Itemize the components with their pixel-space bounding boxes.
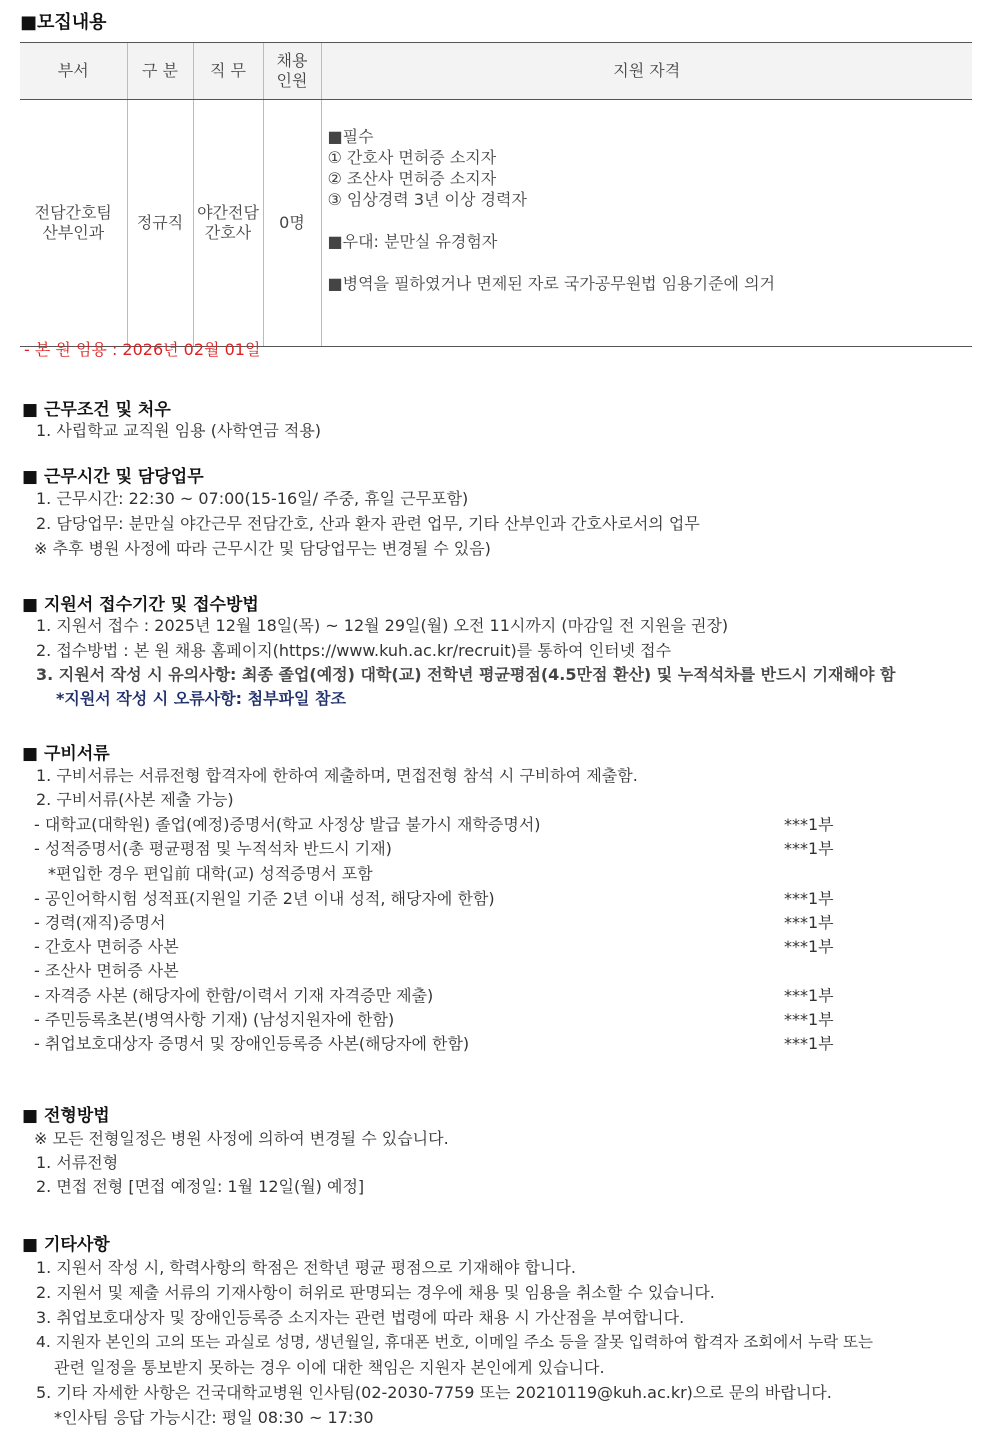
conditions-title: ■ 근무조건 및 처우 xyxy=(22,400,171,420)
header-count: 채용 인원 xyxy=(263,43,321,100)
document-item: - 공인어학시험 성적표(지원일 기준 2년 이내 성적, 해당자에 한함) xyxy=(34,889,495,908)
header-type: 구 분 xyxy=(127,43,193,100)
appointment-note: - 본 원 임용 : 2026년 02월 01일 xyxy=(24,340,261,359)
qual-line: ③ 임상경력 3년 이상 경력자 xyxy=(327,190,527,209)
document-qty: ***1부 xyxy=(784,1034,834,1053)
other-line: 4. 지원자 본인의 고의 또는 과실로 성명, 생년월일, 휴대폰 번호, 이메일 주소 등을 잘못 입력하여 합격자 조회에서 누락 또는 xyxy=(36,1333,873,1351)
other-line-cont: 관련 일정을 통보받지 못하는 경우 이에 대한 책임은 지원자 본인에게 있습니다. xyxy=(54,1358,605,1377)
document-item: - 주민등록초본(병역사항 기재) (남성지원자에 한함) xyxy=(34,1010,395,1029)
cell-quals xyxy=(321,100,972,347)
selection-line: 1. 서류전형 xyxy=(36,1153,119,1172)
qual-gap xyxy=(328,252,973,273)
hr-hours-note: *인사팀 응답 가능시간: 평일 08:30 ~ 17:30 xyxy=(54,1408,374,1427)
qual-line: ■병역을 필하였거나 면제된 자로 국가공무원법 임용기준에 의거 xyxy=(327,274,775,293)
other-title: ■ 기타사항 xyxy=(22,1235,110,1255)
document-item: - 자격증 사본 (해당자에 한함/이력서 기재 자격증만 제출) xyxy=(34,986,434,1005)
document-qty: ***1부 xyxy=(784,839,834,858)
other-line: 1. 지원서 작성 시, 학력사항의 학점은 전학년 평균 평점으로 기재해야 합니다. xyxy=(36,1258,576,1277)
document-item: - 성적증명서(총 평균평점 및 누적석차 반드시 기재) xyxy=(34,839,392,858)
document-qty: ***1부 xyxy=(784,815,834,834)
selection-title: ■ 전형방법 xyxy=(22,1106,110,1126)
document-qty: ***1부 xyxy=(784,986,834,1005)
selection-line: 2. 면접 전형 [면접 예정일: 1월 12일(월) 예정] xyxy=(36,1177,365,1196)
hours-note: ※ 추후 병원 사정에 따라 근무시간 및 담당업무는 변경될 수 있음) xyxy=(34,539,491,558)
documents-line: 1. 구비서류는 서류전형 합격자에 한하여 제출하며, 면접전형 참석 시 구비하여 제출함. xyxy=(36,766,638,785)
application-error-note: *지원서 작성 시 오류사항: 첨부파일 참조 xyxy=(56,689,346,708)
header-quals: 지원 자격 xyxy=(321,43,972,100)
qual-line: ■우대: 분만실 유경험자 xyxy=(327,232,498,251)
documents-line: 2. 구비서류(사본 제출 가능) xyxy=(36,790,234,809)
cell-job: 야간전담 간호사 xyxy=(193,100,263,347)
document-item: - 대학교(대학원) 졸업(예정)증명서(학교 사정상 발급 불가시 재학증명서) xyxy=(34,815,541,834)
header-job: 직 무 xyxy=(193,43,263,100)
hours-line: 2. 담당업무: 분만실 야간근무 전담간호, 산과 환자 관련 업무, 기타 산부인과 간호사로서의 업무 xyxy=(36,514,700,533)
cell-type: 정규직 xyxy=(127,100,193,347)
header-dept: 부서 xyxy=(20,43,127,100)
document-qty: ***1부 xyxy=(784,913,834,932)
other-line: 3. 취업보호대상자 및 장애인등록증 소지자는 관련 법령에 따라 채용 시 가산점을 부여합니다. xyxy=(36,1308,685,1327)
qual-line: ② 조산사 면허증 소지자 xyxy=(327,169,497,188)
qual-line: ■필수 xyxy=(327,127,374,146)
document-item: - 간호사 면허증 사본 xyxy=(34,937,179,956)
cell-dept: 전담간호팀 산부인과 xyxy=(20,100,127,347)
document-item: - 취업보호대상자 증명서 및 장애인등록증 사본(해당자에 한함) xyxy=(34,1034,470,1053)
table-header-row xyxy=(20,43,972,100)
qual-line: ① 간호사 면허증 소지자 xyxy=(327,148,497,167)
document-qty: ***1부 xyxy=(784,937,834,956)
recruit-section-title: ■모집내용 xyxy=(20,12,107,33)
document-item-note: *편입한 경우 편입前 대학(교) 성적증명서 포함 xyxy=(48,864,373,883)
other-line: 2. 지원서 및 제출 서류의 기재사항이 허위로 판명되는 경우에 채용 및 임용을 취소할 수 있습니다. xyxy=(36,1283,715,1302)
selection-note: ※ 모든 전형일정은 병원 사정에 의하여 변경될 수 있습니다. xyxy=(34,1129,449,1148)
document-qty: ***1부 xyxy=(784,1010,834,1029)
application-caution: 3. 지원서 작성 시 유의사항: 최종 졸업(예정) 대학(교) 전학년 평균평점(4.5만점 환산) 및 누적석차를 반드시 기재해야 함 xyxy=(36,665,896,684)
qual-gap xyxy=(328,210,973,231)
document-item: - 조산사 면허증 사본 xyxy=(34,961,179,980)
cell-count: 0명 xyxy=(263,100,321,347)
application-line: 1. 지원서 접수 : 2025년 12월 18일(목) ~ 12월 29일(월) 오전 11시까지 (마감일 전 지원을 권장) xyxy=(36,616,729,635)
documents-title: ■ 구비서류 xyxy=(22,744,110,764)
hours-title: ■ 근무시간 및 담당업무 xyxy=(22,467,204,487)
document-item: - 경력(재직)증명서 xyxy=(34,913,166,932)
conditions-line: 1. 사립학교 교직원 임용 (사학연금 적용) xyxy=(36,421,322,440)
application-line: 2. 접수방법 : 본 원 채용 홈페이지(https://www.kuh.ac.kr/recruit)를 통하여 인터넷 접수 xyxy=(36,641,672,660)
hours-line: 1. 근무시간: 22:30 ~ 07:00(15-16일/ 주중, 휴일 근무포함) xyxy=(36,489,469,508)
other-line: 5. 기타 자세한 사항은 건국대학교병원 인사팀(02-2030-7759 또는 20210119@kuh.ac.kr)으로 문의 바랍니다. xyxy=(36,1383,832,1402)
recruit-table xyxy=(20,42,972,347)
document-qty: ***1부 xyxy=(784,889,834,908)
application-title: ■ 지원서 접수기간 및 접수방법 xyxy=(22,595,259,615)
table-row xyxy=(20,100,972,347)
